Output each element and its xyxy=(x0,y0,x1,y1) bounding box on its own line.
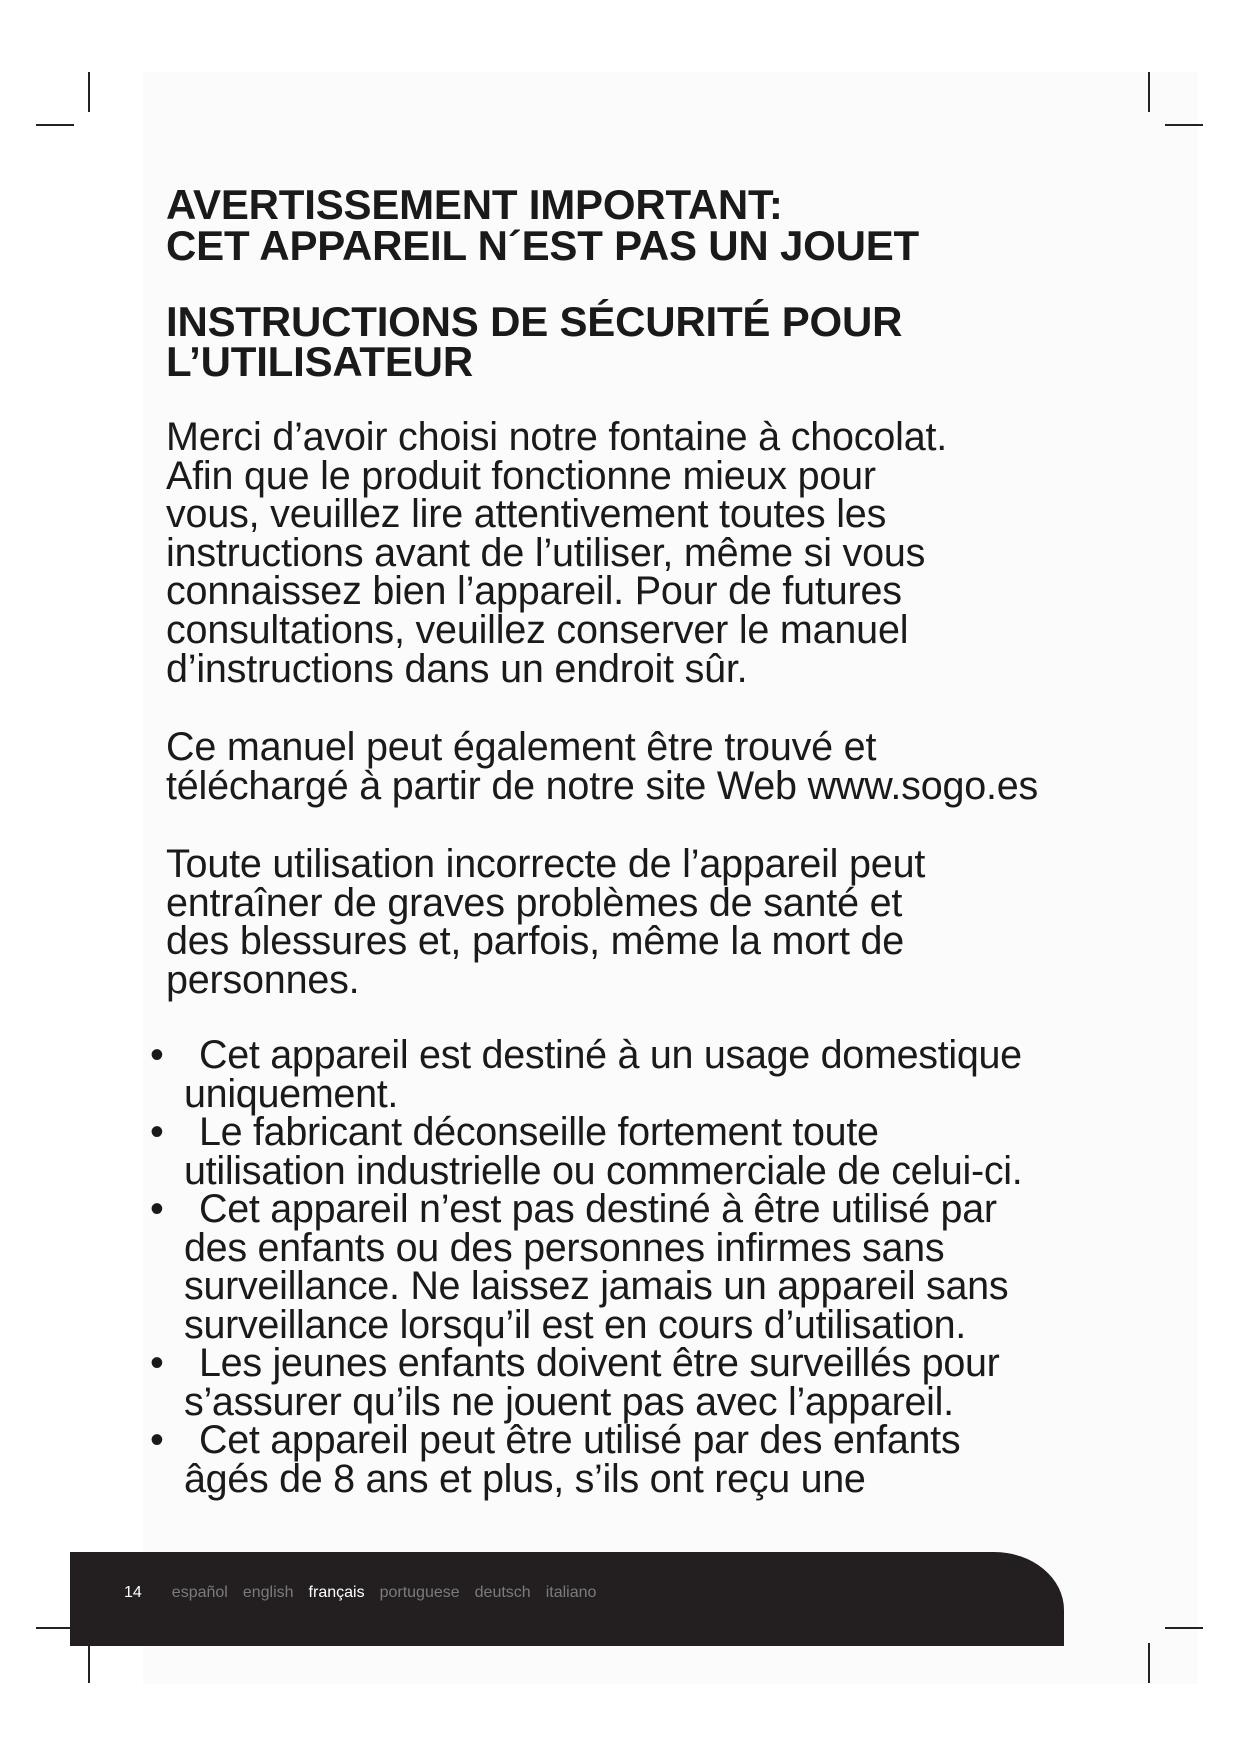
language-francais: français xyxy=(308,1584,365,1601)
list-item xyxy=(148,1187,1108,1347)
page-number: 14 xyxy=(124,1584,142,1601)
paragraph-line: Merci d’avoir choisi notre fontaine à chocolat. xyxy=(166,415,948,459)
crop-mark-top-left-v xyxy=(88,72,90,112)
bullet-line: surveillance. Ne laissez jamais un appareil sans xyxy=(184,1264,1009,1308)
paragraph-line: des blessures et, parfois, même la mort de xyxy=(166,919,905,964)
bullet-first-line: Les jeunes enfants doivent être surveillés pour xyxy=(199,1341,1000,1385)
heading-line: CET APPAREIL N´EST PAS UN JOUET xyxy=(166,222,919,269)
list-item xyxy=(148,1418,1108,1501)
crop-mark-bottom-right-h xyxy=(1165,1627,1203,1629)
list-item xyxy=(148,1033,1108,1116)
bullet-line: surveillance lorsqu’il est en cours d’utilisation. xyxy=(184,1302,966,1347)
paragraph-line: entraîner de graves problèmes de santé et xyxy=(166,880,903,925)
intro-paragraph xyxy=(166,415,1116,691)
subheading-line: INSTRUCTIONS DE SÉCURITÉ POUR xyxy=(166,298,903,345)
crop-mark-bottom-right-v xyxy=(1148,1643,1150,1683)
bullet-first-line: Cet appareil peut être utilisé par des enfants xyxy=(199,1418,961,1462)
bullet-line: s’assurer qu’ils ne jouent pas avec l’appareil. xyxy=(184,1379,954,1424)
crop-mark-bottom-left-v xyxy=(88,1643,90,1683)
crop-mark-top-right-v xyxy=(1148,72,1150,112)
subheading-line: L’UTILISATEUR xyxy=(166,338,473,385)
paragraph-line: consultations, veuillez conserver le manuel xyxy=(166,607,909,652)
paragraph-line: connaissez bien l’appareil. Pour de futures xyxy=(166,569,902,614)
bullet-icon: • xyxy=(150,1418,164,1462)
misuse-warning-paragraph xyxy=(166,842,1116,1002)
paragraph-line: téléchargé à partir de notre site Web www.sogo.es xyxy=(166,763,1039,808)
bullet-icon: • xyxy=(150,1341,164,1385)
language-deutsch: deutsch xyxy=(474,1584,531,1601)
crop-mark-top-left-h xyxy=(36,124,74,126)
safety-bullet-list xyxy=(148,1033,1108,1501)
bullet-line: utilisation industrielle ou commerciale de celui-ci. xyxy=(184,1148,1023,1193)
paragraph-line: vous, veuillez lire attentivement toutes les xyxy=(166,492,887,537)
bullet-icon: • xyxy=(150,1110,164,1154)
language-english: english xyxy=(242,1584,294,1601)
safety-instructions-heading xyxy=(166,298,1116,385)
paragraph-line: Ce manuel peut également être trouvé et xyxy=(166,725,877,769)
bullet-icon: • xyxy=(150,1187,164,1231)
heading-line: AVERTISSEMENT IMPORTANT: xyxy=(166,181,783,228)
paragraph-line: Afin que le produit fonctionne mieux pour xyxy=(166,453,876,498)
language-italiano: italiano xyxy=(545,1584,597,1601)
language-espanol: español xyxy=(171,1584,228,1601)
bullet-line: des enfants ou des personnes infirmes sans xyxy=(184,1225,945,1270)
footer-language-nav xyxy=(124,1584,611,1602)
bullet-first-line: Cet appareil est destiné à un usage domestique xyxy=(199,1033,1022,1077)
bullet-icon: • xyxy=(150,1033,164,1077)
bullet-line: uniquement. xyxy=(184,1071,399,1116)
paragraph-line: Toute utilisation incorrecte de l’appareil peut xyxy=(166,842,926,886)
crop-mark-bottom-left-h xyxy=(36,1627,74,1629)
important-warning-heading xyxy=(166,181,1116,269)
website-paragraph xyxy=(166,725,1116,808)
list-item xyxy=(148,1341,1108,1424)
bullet-line: âgés de 8 ans et plus, s’ils ont reçu une xyxy=(184,1456,866,1501)
list-item xyxy=(148,1110,1108,1193)
footer-bar xyxy=(70,1552,1064,1646)
paragraph-line: personnes. xyxy=(166,957,360,1002)
paragraph-line: instructions avant de l’utiliser, même si vous xyxy=(166,530,926,575)
paragraph-line: d’instructions dans un endroit sûr. xyxy=(166,646,748,691)
bullet-first-line: Cet appareil n’est pas destiné à être utilisé par xyxy=(199,1187,997,1231)
bullet-first-line: Le fabricant déconseille fortement toute xyxy=(199,1110,879,1154)
language-portuguese: portuguese xyxy=(379,1584,460,1601)
crop-mark-top-right-h xyxy=(1165,124,1203,126)
